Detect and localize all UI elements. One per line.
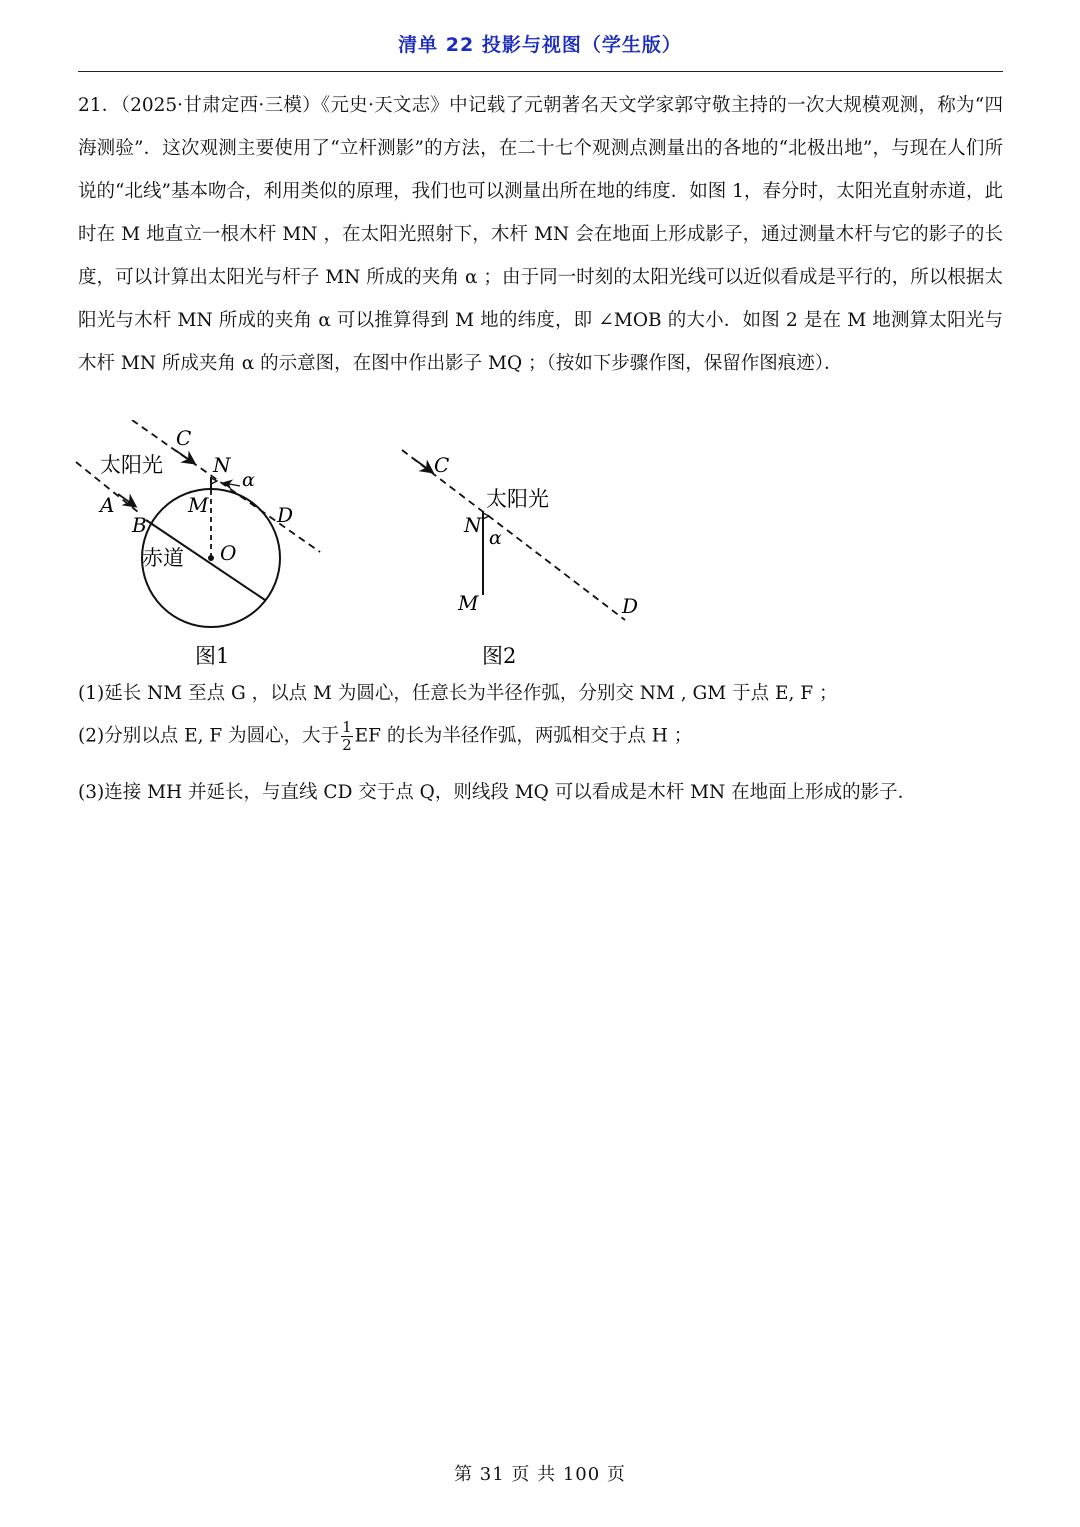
sunlight-line-cd [132,420,320,552]
fig2-point-c: C [434,453,450,477]
fig1-point-d: D [277,503,294,527]
figures-svg [70,420,670,680]
fig2-point-n: N [464,513,482,537]
fig1-point-n: N [213,453,231,477]
fig2-point-m: M [458,591,479,615]
fig1-label-sunlight: 太阳光 [100,453,163,477]
fig1-point-a: A [100,493,115,517]
fig2-point-d: D [622,594,639,618]
step-2-after: EF 的长为半径作弧，两弧相交于点 H ； [354,725,693,747]
fraction-one-half [341,719,353,754]
page-header-title: 清单 22 投影与视图（学生版） [398,34,682,56]
header-divider [78,71,1003,72]
fig1-point-b: B [132,513,147,537]
sunlight-arrow-c [175,450,194,463]
fig1-angle-alpha: α [242,469,255,491]
fraction-denominator: 2 [342,736,352,754]
figure-1 [76,420,320,668]
fig1-caption: 图1 [195,644,230,668]
figure-2 [402,450,638,668]
question-text: 21．（2025·甘肃定西·三模）《元史·天文志》中记载了元朝著名天文学家郭守敬主持的一次大规模观测，称为“四海测验”．这次观测主要使用了“立杆测影”的方法，在二十七个观测点测量出的各地的“北极出地”，与现在人们所说的“北线”基本吻合，利用类似的原理，我们也可以测量出所在地的纬度．如图 1，春分时，太阳光直射赤道，此时在 M 地直立一根木杆 MN ，在太阳光照射下，木杆 MN 会在地面上形成影子，通过测量木杆与它的影子的长度，可以计算出太阳光与杆子 MN 所成的夹角 α ；由于同一时刻的太阳光线可以近似看成是平行的，所以根据太阳光与木杆 MN 所成的夹角 α 可以推算得到 M 地的纬度，即 ∠MOB 的大小．如图 2 是在 M 地测算太阳光与木杆 MN 所成夹角 α 的示意图，在图中作出影子 MQ ；（按如下步骤作图，保留作图痕迹）． [78,95,1003,374]
page-footer: 第 31 页 共 100 页 [454,1464,626,1485]
figures [70,420,670,680]
fig1-point-c: C [176,426,192,450]
fig1-label-equator: 赤道 [142,546,184,570]
fig1-point-o: O [220,541,237,565]
fig2-caption: 图2 [482,644,517,668]
step-2-before: (2)分别以点 E, F 为圆心，大于 [78,725,340,747]
step-1: (1)延长 NM 至点 G ，以点 M 为圆心，任意长为半径作弧，分别交 NM , GM 于点 E, F ； [78,683,838,704]
sunlight-arrow-a [118,494,135,506]
step-2 [78,719,692,754]
step-3: (3)连接 MH 并延长，与直线 CD 交于点 Q，则线段 MQ 可以看成是木杆 MN 在地面上形成的影子． [78,782,917,803]
center-point-o [208,555,214,561]
fraction-numerator: 1 [342,718,352,736]
fig1-point-m: M [188,493,209,517]
fig2-sunlight-arrow-c [414,459,432,472]
fig2-angle-alpha: α [489,527,502,549]
fig2-label-sunlight: 太阳光 [486,487,549,511]
